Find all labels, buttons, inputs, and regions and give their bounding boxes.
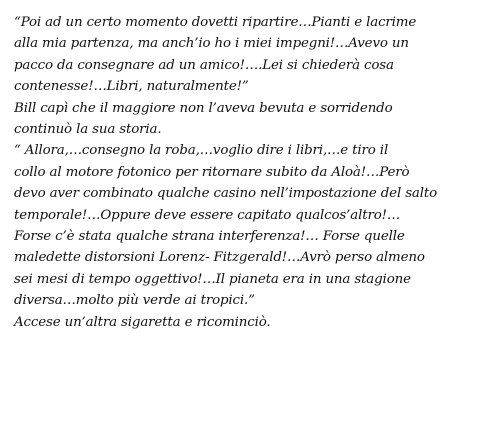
text-line-7: “ Allora,…consegno la roba,…voglio dire i libri,…e tiro il — [14, 143, 389, 159]
text-line-14: diversa…molto più verde ai tropici.” — [14, 293, 255, 309]
text-line-10: temporale!…Oppure deve essere capitato qualcos’altro!… — [14, 207, 401, 223]
text-line-3: pacco da consegnare ad un amico!….Lei si chiederà cosa — [14, 57, 394, 73]
text-line-15: Accese un’altra sigaretta e ricominciò. — [14, 314, 271, 330]
text-line-13: sei mesi di tempo oggettivo!…Il pianeta era in una stagione — [14, 271, 411, 287]
text-line-2: alla mia partenza, ma anch’io ho i miei impegni!…Avevo un — [14, 36, 409, 52]
text-line-8: collo al motore fotonico per ritornare subito da Aloà!…Però — [14, 164, 410, 180]
text-line-9: devo aver combinato qualche casino nell’impostazione del salto — [14, 186, 438, 202]
text-line-5: Bill capì che il maggiore non l’aveva bevuta e sorridendo — [14, 100, 393, 116]
story-text — [14, 12, 476, 333]
text-line-11: Forse c’è stata qualche strana interferenza!… Forse quelle — [14, 229, 405, 245]
text-line-1: “Poi ad un certo momento dovetti ripartire…Pianti e lacrime — [14, 15, 417, 30]
text-line-6: continuò la sua storia. — [14, 122, 162, 138]
text-line-4: contenesse!…Libri, naturalmente!” — [14, 79, 249, 95]
text-line-12: maledette distorsioni Lorenz- Fitzgerald!…Avrò perso almeno — [14, 250, 425, 266]
